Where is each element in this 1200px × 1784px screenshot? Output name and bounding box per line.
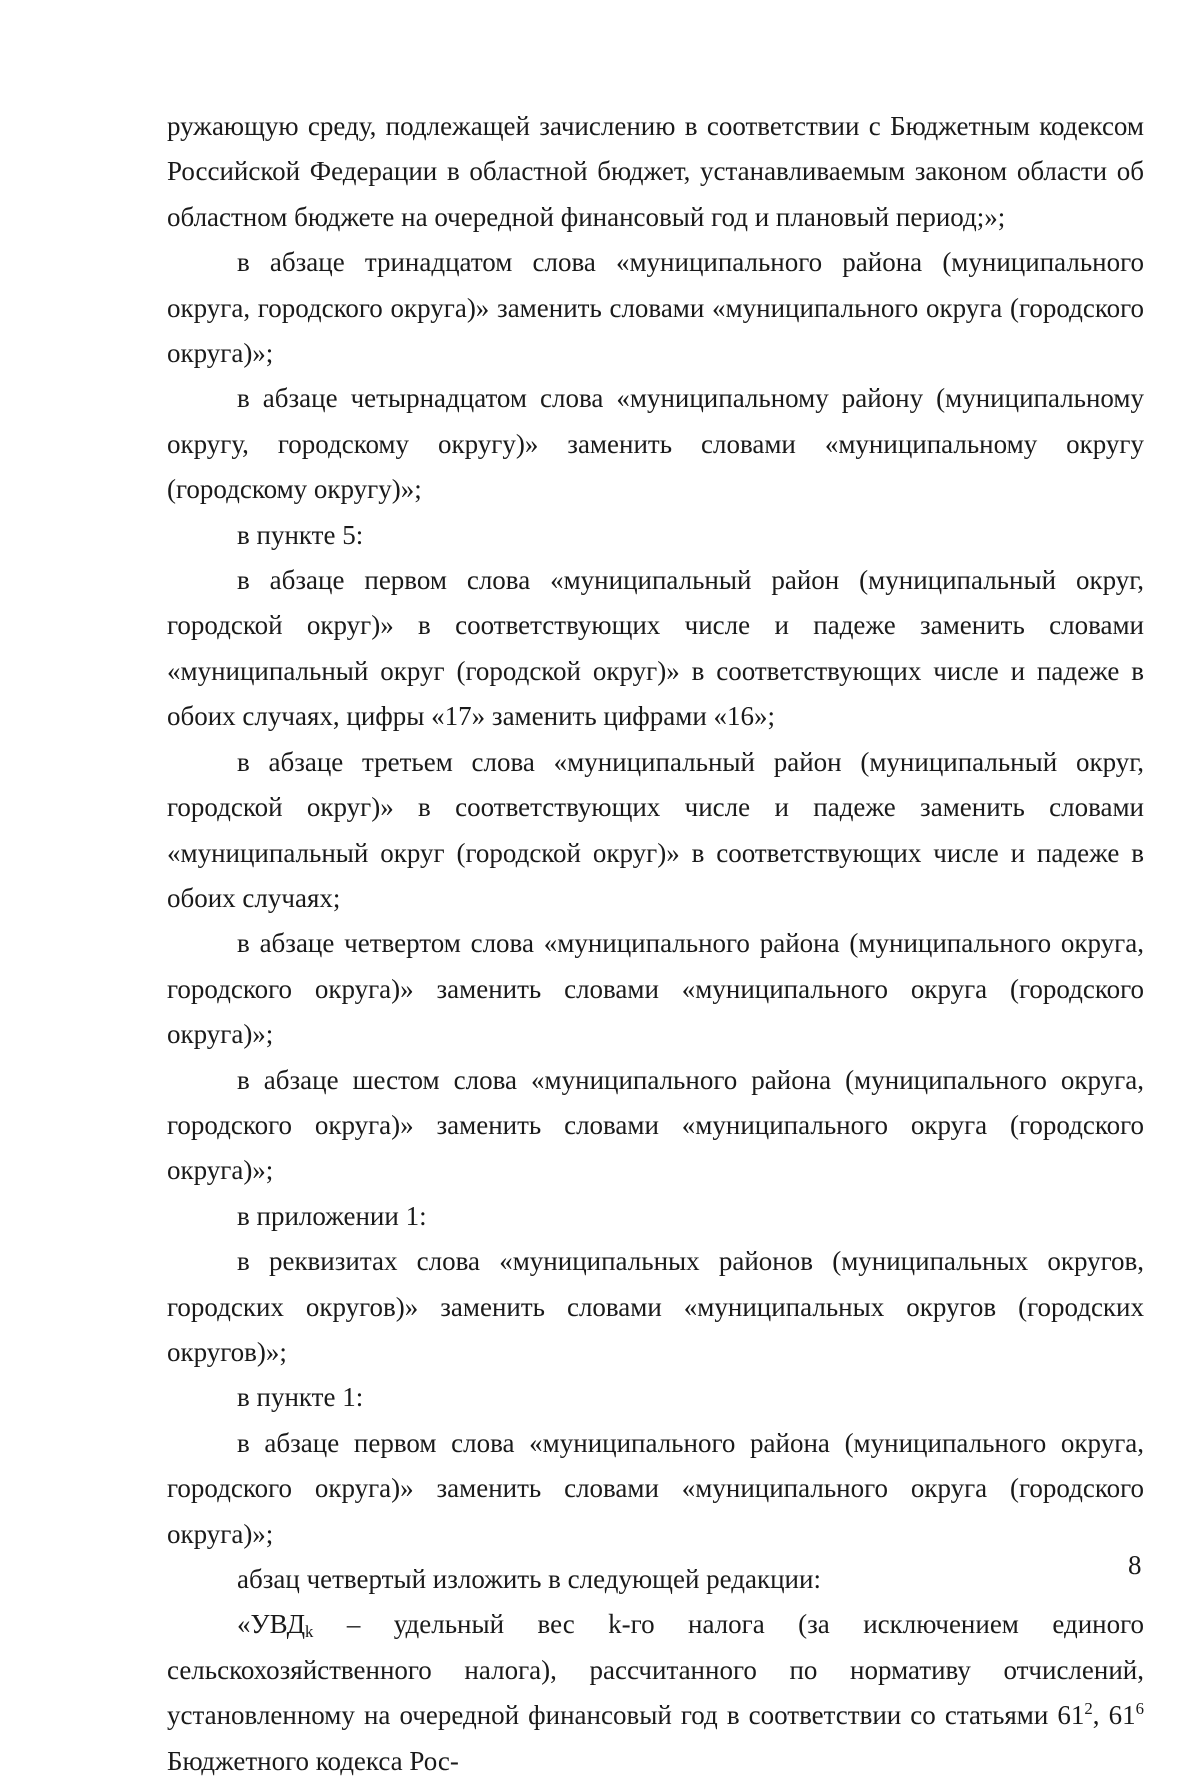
paragraph: в абзаце четвертом слова «муниципального района (муниципального округа, городского округа)» заменить словами «муниципального округа (городского округа)»; bbox=[167, 928, 1144, 1050]
formula-paragraph bbox=[167, 1602, 1144, 1784]
formula-subscript: k bbox=[305, 1622, 314, 1642]
formula-text: – удельный вес k-го налога (за исключением единого сельскохозяйственного налога), рассчитанного по нормативу отчислений, установленному на очередной финансовый год в соответствии со статьями 61 bbox=[167, 1609, 1144, 1731]
paragraph: в реквизитах слова «муниципальных районов (муниципальных округов, городских округов)» заменить словами «муниципальных округов (городских округов)»; bbox=[167, 1246, 1144, 1367]
paragraph: абзац четвертый изложить в следующей редакции: bbox=[237, 1564, 821, 1594]
formula-separator: , 61 bbox=[1092, 1700, 1136, 1731]
article-superscript: 2 bbox=[1084, 1699, 1093, 1719]
paragraph: в абзаце третьем слова «муниципальный район (муниципальный округ, городской округ)» в соответствующих числе и падеже заменить словами «муниципальный округ (городской округ)» в соответствующих числе и падеже в обоих случаях; bbox=[167, 746, 1144, 913]
article-superscript: 6 bbox=[1135, 1699, 1145, 1719]
paragraph: в абзаце первом слова «муниципального района (муниципального округа, городского округа)» заменить словами «муниципального округа (городского округа)»; bbox=[167, 1427, 1144, 1549]
formula-tail: Бюджетного кодекса Рос- bbox=[167, 1745, 459, 1776]
document-body bbox=[167, 104, 1144, 1784]
paragraph: в пункте 1: bbox=[237, 1382, 364, 1413]
paragraph: в абзаце четырнадцатом слова «муниципальному району (муниципальному округу, городскому округу)» заменить словами «муниципальному округу (городскому округу)»; bbox=[167, 383, 1144, 505]
paragraph: в абзаце первом слова «муниципальный район (муниципальный округ, городской округ)» в соответствующих числе и падеже заменить словами «муниципальный округ (городской округ)» в соответствующих числе и падеже в обоих случаях, цифры «17» заменить цифрами «16»; bbox=[167, 565, 1144, 732]
paragraph: в абзаце шестом слова «муниципального района (муниципального округа, городского округа)» заменить словами «муниципального округа (городского округа)»; bbox=[167, 1064, 1144, 1186]
paragraph: в пункте 5: bbox=[237, 519, 364, 550]
paragraph: ружающую среду, подлежащей зачислению в соответствии с Бюджетным кодексом Российской Федерации в областной бюджет, устанавливаемым законом области об областном бюджете на очередной финансовый год и плановый период;»; bbox=[167, 111, 1144, 232]
paragraph: в приложении 1: bbox=[237, 1200, 427, 1231]
page-number: 8 bbox=[1128, 1550, 1142, 1580]
formula-symbol: «УВД bbox=[237, 1609, 306, 1640]
paragraph: в абзаце тринадцатом слова «муниципального района (муниципального округа, городского округа)» заменить словами «муниципального округа (городского округа)»; bbox=[167, 247, 1144, 369]
